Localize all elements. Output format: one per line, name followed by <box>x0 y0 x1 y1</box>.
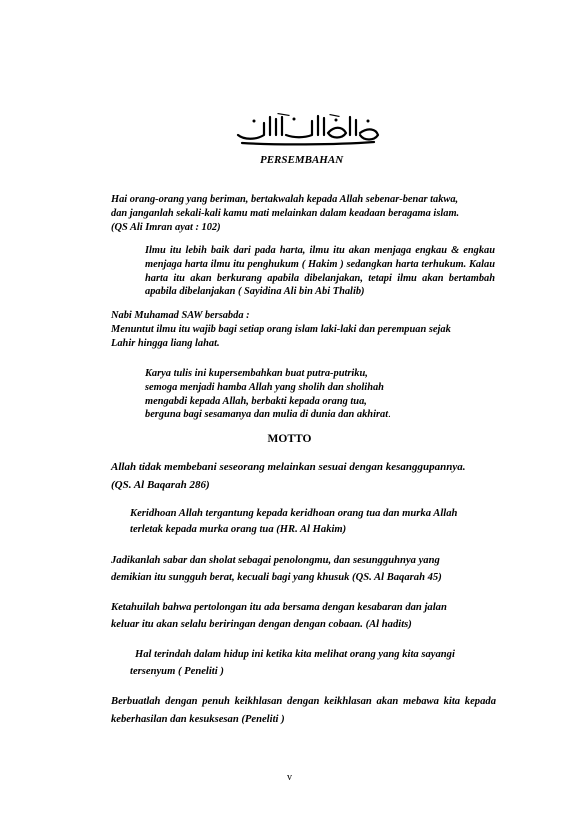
quran-quote-line2: dan janganlah sekali-kali kamu mati melainkan dalam keadaan beragama islam. <box>111 207 460 219</box>
motto-title: MOTTO <box>267 433 312 445</box>
page-number: v <box>287 772 292 783</box>
dedication-line4-text: berguna bagi sesamanya dan mulia di dunia dan akhirat <box>145 409 389 421</box>
motto-2-line2: terletak kepada murka orang tua (HR. Al Hakim) <box>130 524 347 535</box>
dedication-line1: Karya tulis ini kupersembahkan buat putra-putriku, <box>145 368 368 379</box>
dedication-period: . <box>388 409 391 421</box>
motto-item-2 <box>130 506 530 538</box>
motto-item-1 <box>111 458 531 494</box>
motto-4-line2: keluar itu akan selalu beriringan dengan dengan cobaan. (Al hadits) <box>111 618 412 630</box>
dedication <box>145 367 505 422</box>
quran-quote-line3: (QS Ali Imran ayat : 102) <box>111 221 221 233</box>
motto-item-3 <box>111 553 531 586</box>
hadith-line3: Lahir hingga liang lahat. <box>111 337 220 349</box>
hadith-quote <box>111 309 511 350</box>
persembahan-title: PERSEMBAHAN <box>260 154 344 166</box>
basmala-text: بِسْمِ اللَّهِ الرَّحْمَنِ الرَّحِيمِ <box>234 111 244 112</box>
quran-quote <box>111 193 511 234</box>
hadith-line1: Nabi Muhamad SAW bersabda : <box>111 310 250 321</box>
basmala-calligraphy <box>234 111 382 147</box>
motto-item-4 <box>111 600 531 633</box>
dedication-line3: mengabdi kepada Allah, berbakti kepada orang tua, <box>145 395 367 407</box>
motto-3-line1: Jadikanlah sabar dan sholat sebagai penolongmu, dan sesungguhnya yang <box>111 555 440 566</box>
motto-5-line2: tersenyum ( Peneliti ) <box>130 666 224 677</box>
motto-3-line2: demikian itu sungguh berat, kecuali bagi yang khusuk (QS. Al Baqarah 45) <box>111 571 442 583</box>
hadith-line2: Menuntut ilmu itu wajib bagi setiap orang islam laki-laki dan perempuan sejak <box>111 323 451 335</box>
motto-item-6: Berbuatlah dengan penuh keikhlasan dengan keikhlasan akan mebawa kita kepada keberhasilan dan kesuksesan (Peneliti ) <box>111 696 496 725</box>
motto-5-line1: Hal terindah dalam hidup ini ketika kita melihat orang yang kita sayangi <box>135 649 455 660</box>
motto-item-5 <box>130 646 530 680</box>
dedication-line2: semoga menjadi hamba Allah yang sholih dan sholihah <box>145 381 384 393</box>
motto-1-line2: (QS. Al Baqarah 286) <box>111 479 210 491</box>
quran-quote-line1: Hai orang-orang yang beriman, bertakwalah kepada Allah sebenar-benar takwa, <box>111 194 459 205</box>
motto-1-line1: Allah tidak membebani seseorang melainkan sesuai dengan kesanggupannya. <box>111 461 466 473</box>
dedication-line4 <box>145 408 505 422</box>
ali-quote: Ilmu itu lebih baik dari pada harta, ilmu itu akan menjaga engkau & engkau menjaga harta ilmu itu penghukum ( Hakim ) sedangkan harta terhukum. Kalau harta itu akan berkurang apabila dibelanjakan, tetapi ilmu akan bertambah apabila dibelanjakan ( Sayidina Ali bin Abi Thalib) <box>145 245 495 298</box>
motto-4-line1: Ketahuilah bahwa pertolongan itu ada bersama dengan kesabaran dan jalan <box>111 602 447 613</box>
motto-2-line1: Keridhoan Allah tergantung kepada keridhoan orang tua dan murka Allah <box>130 508 458 519</box>
